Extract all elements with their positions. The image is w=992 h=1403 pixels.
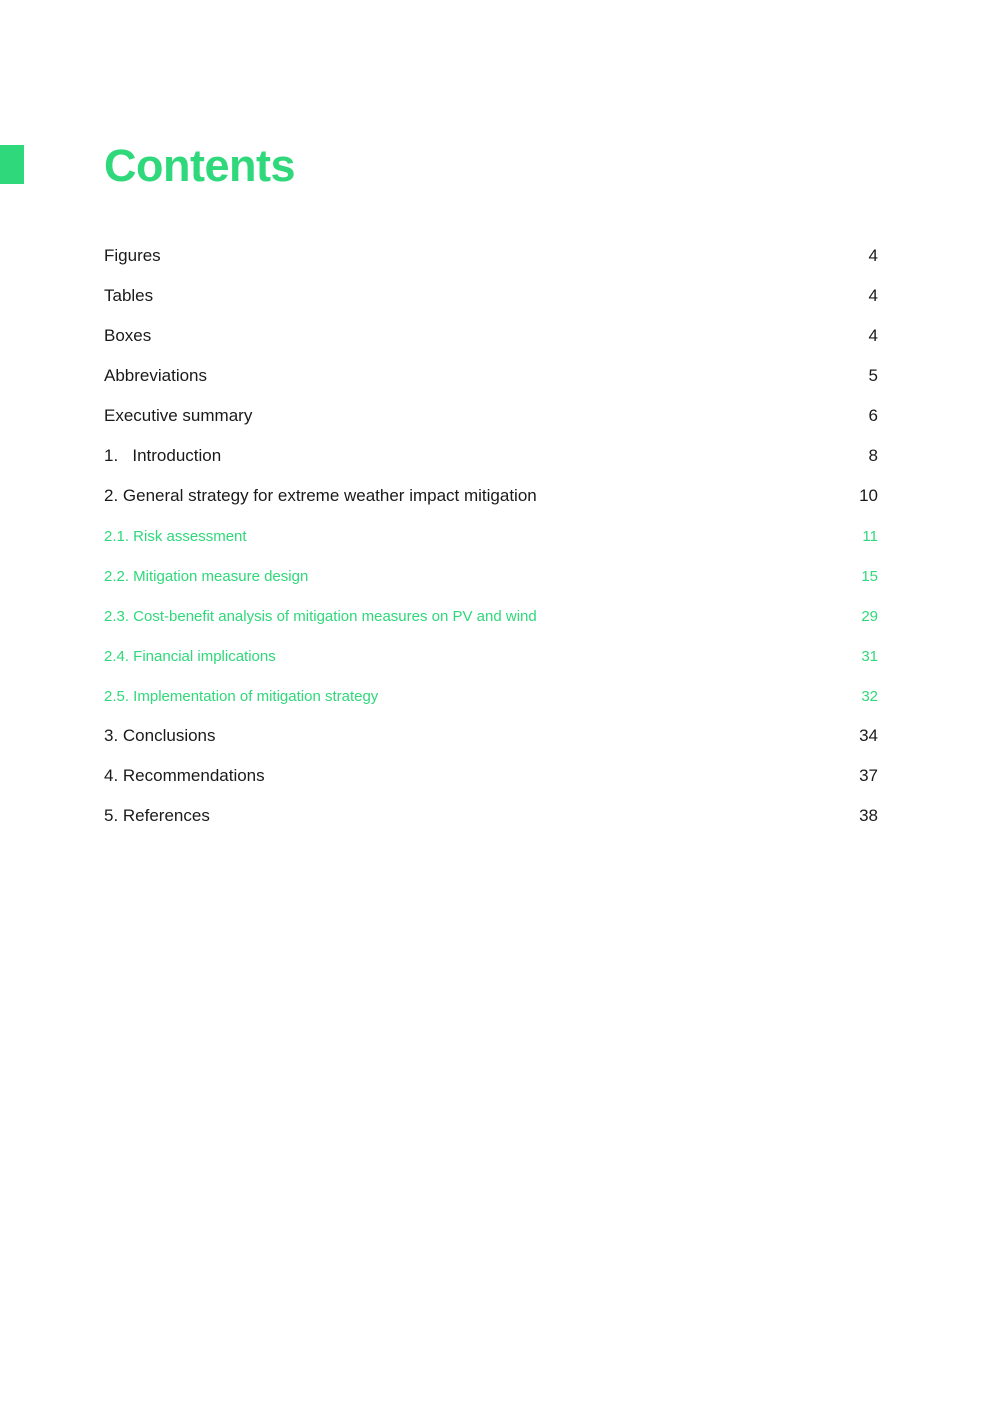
toc-entry[interactable] xyxy=(104,356,878,396)
toc-entry-label: 4. Recommendations xyxy=(104,766,265,785)
toc-subentry-page: 32 xyxy=(861,687,878,705)
toc-subentry-page: 15 xyxy=(861,567,878,585)
toc-entry-page: 4 xyxy=(868,246,878,265)
toc-subentry-page: 31 xyxy=(861,647,878,665)
toc-entry[interactable] xyxy=(104,396,878,436)
toc-subentry[interactable] xyxy=(104,676,878,716)
table-of-contents xyxy=(104,236,878,836)
toc-entry-page: 5 xyxy=(868,366,878,385)
toc-subentry-label: 2.3. Cost-benefit analysis of mitigation measures on PV and wind xyxy=(104,607,537,625)
toc-subentry[interactable] xyxy=(104,556,878,596)
toc-entry-label: 3. Conclusions xyxy=(104,726,216,745)
toc-entry-label: Executive summary xyxy=(104,406,253,425)
toc-entry[interactable] xyxy=(104,236,878,276)
toc-subentry-page: 29 xyxy=(861,607,878,625)
toc-entry[interactable] xyxy=(104,796,878,836)
toc-subentry[interactable] xyxy=(104,636,878,676)
toc-entry-page: 38 xyxy=(859,806,878,825)
toc-entry[interactable] xyxy=(104,276,878,316)
toc-subentry-label: 2.4. Financial implications xyxy=(104,647,276,665)
toc-entry-page: 37 xyxy=(859,766,878,785)
toc-entry-label: 2. General strategy for extreme weather impact mitigation xyxy=(104,486,537,505)
toc-entry[interactable] xyxy=(104,716,878,756)
toc-subentry[interactable] xyxy=(104,596,878,636)
toc-entry[interactable] xyxy=(104,476,878,516)
page-title: Contents xyxy=(104,140,295,191)
toc-entry[interactable] xyxy=(104,436,878,476)
toc-subentry-label: 2.1. Risk assessment xyxy=(104,527,247,545)
accent-bar xyxy=(0,145,24,184)
toc-entry[interactable] xyxy=(104,756,878,796)
toc-subentry[interactable] xyxy=(104,516,878,556)
toc-entry-page: 4 xyxy=(868,286,878,305)
toc-entry[interactable] xyxy=(104,316,878,356)
toc-entry-page: 8 xyxy=(868,446,878,465)
toc-subentry-label: 2.5. Implementation of mitigation strategy xyxy=(104,687,379,705)
toc-entry-page: 4 xyxy=(868,326,878,345)
toc-subentry-page: 11 xyxy=(862,527,878,545)
toc-subentry-label: 2.2. Mitigation measure design xyxy=(104,567,309,585)
toc-entry-label: Abbreviations xyxy=(104,366,208,385)
toc-entry-label: 1. Introduction xyxy=(104,446,222,465)
toc-entry-label: 5. References xyxy=(104,806,210,825)
toc-entry-page: 10 xyxy=(859,486,878,505)
toc-entry-label: Tables xyxy=(104,286,154,305)
toc-entry-page: 34 xyxy=(859,726,878,745)
toc-entry-page: 6 xyxy=(868,406,878,425)
toc-entry-label: Boxes xyxy=(104,326,152,345)
toc-entry-label: Figures xyxy=(104,246,161,265)
